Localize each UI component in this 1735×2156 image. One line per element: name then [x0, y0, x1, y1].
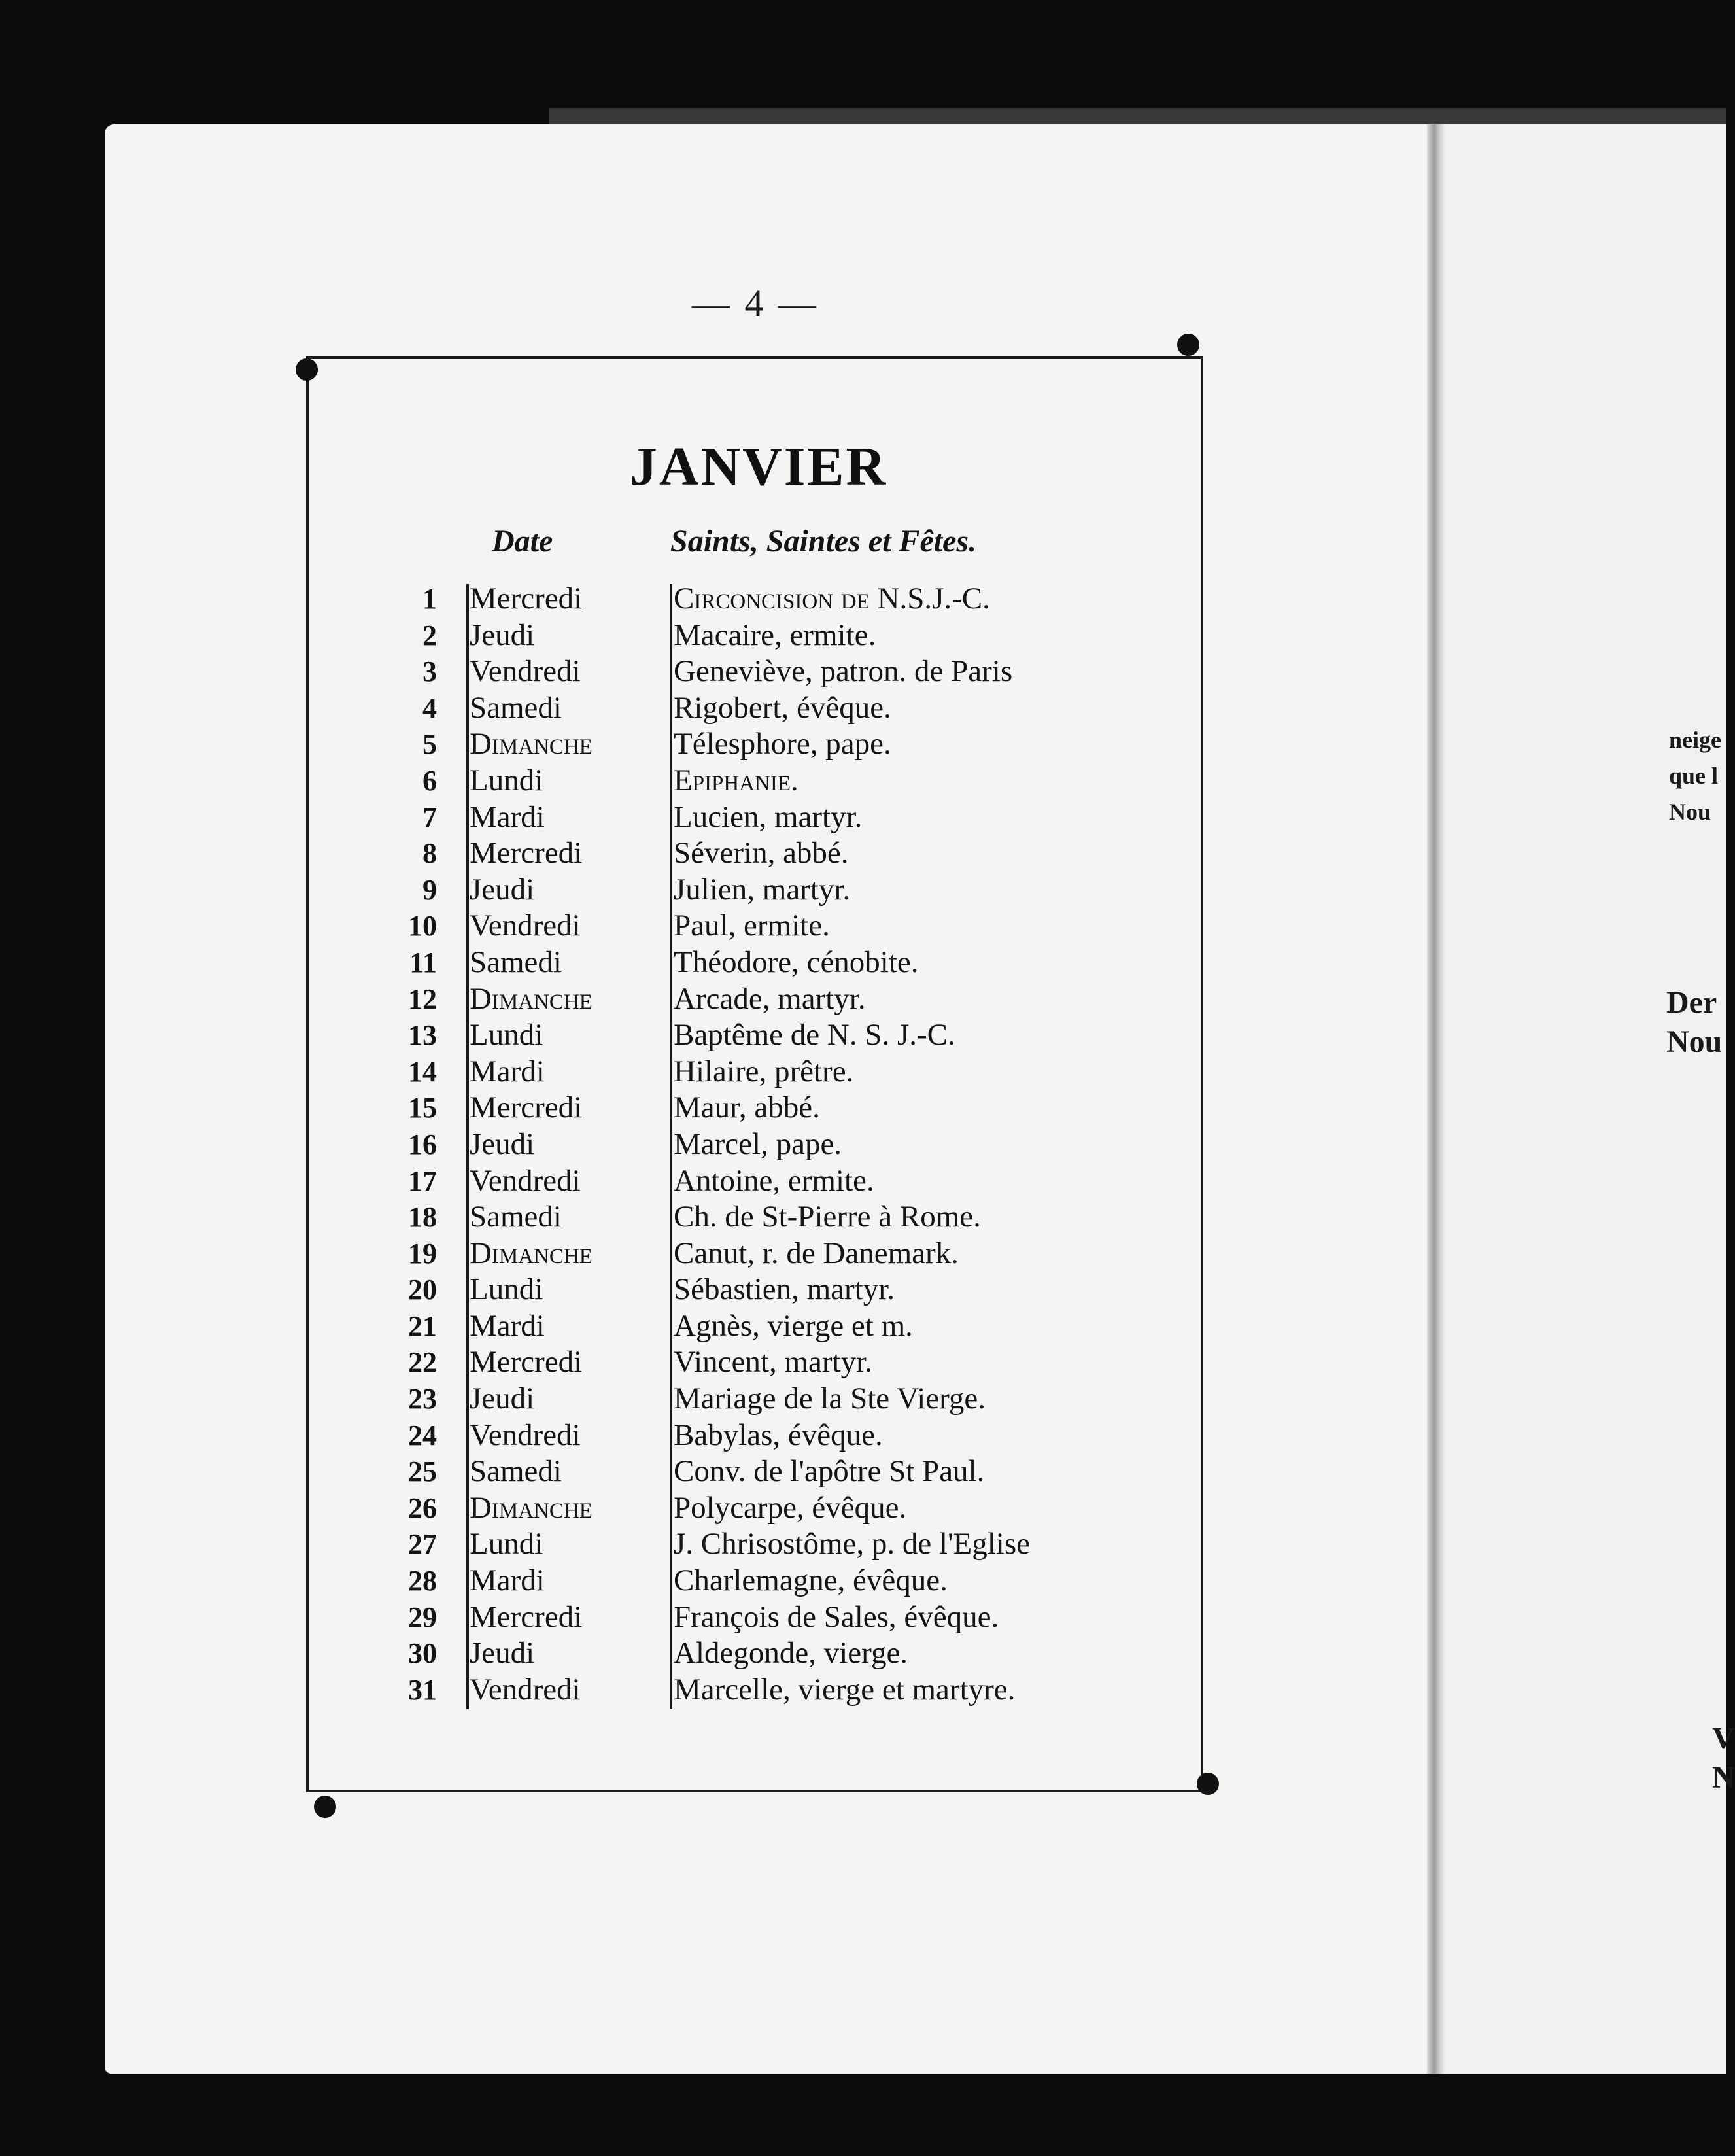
weekday-name: Dimanche: [470, 1236, 593, 1270]
saint-feast: Séverin, abbé.: [674, 836, 849, 871]
saint-feast: Maur, abbé.: [674, 1090, 820, 1125]
saint-feast: Vincent, martyr.: [674, 1345, 872, 1380]
saint-feast: Lucien, martyr.: [674, 799, 863, 834]
saint-feast: Charlemagne, évêque.: [674, 1563, 948, 1598]
weekday-name: Lundi: [470, 1527, 543, 1561]
right-page-fragment: Nou: [1666, 1024, 1723, 1059]
day-number: 24: [408, 1419, 437, 1452]
calendar-row: [392, 617, 1164, 654]
page-number: — 4 —: [692, 282, 819, 324]
corner-dot-bottom-right: [1197, 1773, 1219, 1795]
calendar-row: [392, 1017, 1164, 1054]
saint-feast: Epiphanie.: [674, 763, 799, 797]
weekday-name: Dimanche: [470, 1490, 593, 1525]
day-number: 31: [408, 1673, 437, 1706]
calendar-row: [392, 1381, 1164, 1417]
calendar-row: [392, 1054, 1164, 1090]
saint-feast: Théodore, cénobite.: [674, 945, 919, 979]
saint-feast: Antoine, ermite.: [674, 1163, 874, 1198]
saint-feast: Hilaire, prêtre.: [674, 1054, 854, 1088]
day-number: 7: [422, 801, 437, 833]
weekday-name: Dimanche: [470, 727, 593, 761]
weekday-name: Vendredi: [470, 909, 581, 943]
weekday-name: Mercredi: [470, 836, 583, 871]
weekday-name: Mercredi: [470, 1090, 583, 1125]
calendar-row: [392, 1090, 1164, 1126]
right-page-fragment: Nou: [1669, 799, 1711, 825]
saint-feast: Conv. de l'apôtre St Paul.: [674, 1454, 985, 1489]
day-number: 10: [408, 910, 437, 943]
calendar-row: [392, 1490, 1164, 1527]
saint-feast: François de Sales, évêque.: [674, 1599, 999, 1634]
weekday-name: Mercredi: [470, 1345, 583, 1380]
weekday-name: Lundi: [470, 1272, 543, 1307]
month-title: JANVIER: [629, 436, 888, 497]
day-number: 12: [408, 982, 437, 1015]
saint-feast: Agnès, vierge et m.: [674, 1308, 913, 1343]
weekday-name: Mardi: [470, 1308, 545, 1343]
calendar-row: [392, 1199, 1164, 1236]
saint-feast: Arcade, martyr.: [674, 981, 866, 1016]
corner-dot-bottom-left: [314, 1796, 336, 1818]
day-number: 28: [408, 1565, 437, 1597]
weekday-name: Samedi: [470, 1454, 562, 1489]
calendar-row: [392, 945, 1164, 981]
weekday-name: Samedi: [470, 945, 562, 979]
day-number: 20: [408, 1274, 437, 1306]
calendar-row: [392, 1236, 1164, 1272]
day-number: 17: [408, 1164, 437, 1197]
day-number: 27: [408, 1528, 437, 1561]
calendar-row: [392, 1126, 1164, 1163]
weekday-name: Lundi: [470, 763, 543, 797]
corner-dot-top-right: [1177, 334, 1199, 356]
calendar-row: [392, 1453, 1164, 1490]
calendar-row: [392, 1344, 1164, 1381]
day-number: 18: [408, 1201, 437, 1234]
weekday-name: Vendredi: [470, 1417, 581, 1452]
saint-feast: Marcel, pape.: [674, 1126, 842, 1161]
day-number: 1: [422, 583, 437, 615]
day-number: 23: [408, 1383, 437, 1416]
right-page-fragment: N: [1712, 1760, 1735, 1795]
column-header-date: Date: [492, 524, 553, 559]
day-number: 2: [422, 619, 437, 652]
calendar-row: [392, 690, 1164, 727]
day-number: 22: [408, 1346, 437, 1379]
calendar-row: [392, 1526, 1164, 1563]
right-page-fragment: V: [1712, 1721, 1735, 1756]
right-page: [1439, 124, 1726, 2074]
saint-feast: Polycarpe, évêque.: [674, 1490, 907, 1525]
day-number: 4: [422, 691, 437, 724]
day-number: 21: [408, 1310, 437, 1342]
column-header-saints: Saints, Saintes et Fêtes.: [670, 524, 977, 559]
calendar-row: [392, 1417, 1164, 1454]
saint-feast: Babylas, évêque.: [674, 1417, 883, 1452]
saint-feast: Baptême de N. S. J.-C.: [674, 1018, 955, 1052]
saint-feast: Mariage de la Ste Vierge.: [674, 1382, 986, 1416]
weekday-name: Vendredi: [470, 1672, 581, 1707]
saint-feast: J. Chrisostôme, p. de l'Eglise: [674, 1527, 1031, 1561]
calendar-row: [392, 653, 1164, 690]
day-number: 11: [409, 946, 437, 979]
day-number: 16: [408, 1128, 437, 1160]
calendar-row: [392, 1563, 1164, 1599]
calendar-row: [392, 581, 1164, 617]
saint-feast: Macaire, ermite.: [674, 617, 876, 652]
scan-top-edge: [549, 108, 1726, 125]
day-number: 30: [408, 1637, 437, 1670]
day-number: 14: [408, 1055, 437, 1088]
saint-feast: Julien, martyr.: [674, 872, 851, 907]
saint-feast: Sébastien, martyr.: [674, 1272, 895, 1307]
calendar-row: [392, 981, 1164, 1018]
weekday-name: Jeudi: [470, 1126, 535, 1161]
right-page-fragment: Der: [1666, 985, 1717, 1020]
weekday-name: Mercredi: [470, 1599, 583, 1634]
weekday-name: Jeudi: [470, 1636, 535, 1671]
day-number: 29: [408, 1601, 437, 1633]
weekday-name: Vendredi: [470, 1163, 581, 1198]
calendar-row: [392, 835, 1164, 872]
day-number: 15: [408, 1092, 437, 1124]
saint-feast: Geneviève, patron. de Paris: [674, 654, 1013, 689]
calendar-row: [392, 1308, 1164, 1345]
corner-dot-top-left: [296, 358, 318, 381]
calendar-rows: [392, 581, 1164, 1708]
calendar-row: [392, 1272, 1164, 1308]
calendar-row: [392, 872, 1164, 909]
calendar-row: [392, 763, 1164, 799]
weekday-name: Jeudi: [470, 617, 535, 652]
calendar-row: [392, 908, 1164, 945]
weekday-name: Mardi: [470, 1054, 545, 1088]
weekday-name: Dimanche: [470, 981, 593, 1016]
right-page-fragment: neige: [1669, 727, 1721, 753]
day-number: 8: [422, 837, 437, 870]
calendar-row: [392, 726, 1164, 763]
calendar-row: [392, 1635, 1164, 1672]
weekday-name: Samedi: [470, 690, 562, 725]
weekday-name: Mercredi: [470, 582, 583, 616]
saint-feast: Télesphore, pape.: [674, 727, 891, 761]
saint-feast: Rigobert, évêque.: [674, 690, 891, 725]
saint-feast: Aldegonde, vierge.: [674, 1636, 908, 1671]
weekday-name: Samedi: [470, 1200, 562, 1234]
saint-feast: Circoncision de N.S.J.-C.: [674, 582, 990, 616]
saint-feast: Paul, ermite.: [674, 909, 830, 943]
weekday-name: Jeudi: [470, 872, 535, 907]
day-number: 5: [422, 728, 437, 761]
page-fold: [1427, 124, 1445, 2074]
weekday-name: Jeudi: [470, 1382, 535, 1416]
calendar-row: [392, 799, 1164, 836]
weekday-name: Mardi: [470, 799, 545, 834]
saint-feast: Ch. de St-Pierre à Rome.: [674, 1200, 981, 1234]
right-page-fragment: que l: [1669, 763, 1719, 789]
day-number: 9: [422, 873, 437, 906]
day-number: 19: [408, 1237, 437, 1270]
day-number: 26: [408, 1491, 437, 1524]
day-number: 3: [422, 655, 437, 688]
day-number: 25: [408, 1455, 437, 1488]
weekday-name: Vendredi: [470, 654, 581, 689]
saint-feast: Canut, r. de Danemark.: [674, 1236, 959, 1270]
weekday-name: Lundi: [470, 1018, 543, 1052]
day-number: 13: [408, 1019, 437, 1052]
calendar-row: [392, 1672, 1164, 1709]
saint-feast: Marcelle, vierge et martyre.: [674, 1672, 1016, 1707]
day-number: 6: [422, 764, 437, 797]
calendar-row: [392, 1163, 1164, 1200]
calendar-row: [392, 1599, 1164, 1636]
weekday-name: Mardi: [470, 1563, 545, 1598]
